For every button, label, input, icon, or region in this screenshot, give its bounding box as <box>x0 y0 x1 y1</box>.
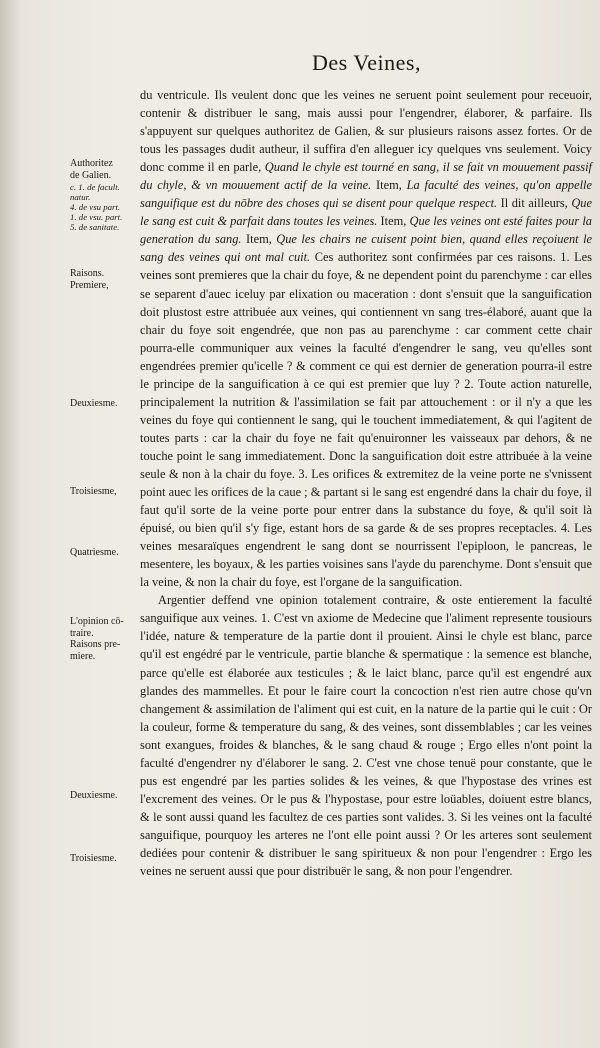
quotation-italic: Que les veines ont esté faites pour la generation du sang. <box>140 214 592 247</box>
margin-note-third: Troisiesme, <box>70 486 117 497</box>
margin-note-authorities: Authoritez de Galien. <box>70 158 113 181</box>
margin-note-references: c. 1. de facult. natur. 4. de vsu part. 1. de vsu. part. 5. de sanitate. <box>70 182 123 232</box>
margin-note-second-b: Deuxiesme. <box>70 790 118 801</box>
margin-note-contrary-opinion: L'opinion cō- traire. Raisons pre- miere. <box>70 616 124 662</box>
paragraph-2: Argentier deffend vne opinion totalement contraire, & oste entierement la faculté sanguifique aux veines. 1. C'est vn axiome de Medecine que l'aliment represente tousiours l'idée, nature & temperature de la partie dont il prouient. Ainsi le chyle est blanc, parce qu'il est engédré par le ventricule, partie blanche & spermatique : la semence est blanche, parce qu'elle est élaborée aux testicules ; & le laict blanc, parce qu'il est engendré aux glandes des mammelles. Et pour le faire court la concoction n'est rien autre chose qu'vn changement & assimilation de l'aliment qui est cuit, en la nature de la partie qui le cuit : Or la couleur, forme & temperature du sang, & des veines, sont dissemblables ; car les veines sont exangues, froides & blanches, & le sang chaud & rouge ; Ergo elles n'ont point la faculté d'engendrer ny d'élaborer le sang. 2. C'est vne chose tenuë pour constante, que le pus est engendré par les parties solides & les veines, & que l'hypostase des vrines est l'excrement des veines. Or le pus & l'hypostase, pour estre loüables, doiuent estre blancs, & le sont aussi quand les facultez de ces parties sont valides. 3. Si les veines ont la faculté sanguifique, pourquoy les arteres ne l'ont elle point aussi ? Or les arteres sont seulement dediées pour contenir & distribuer le sang spiritueux & non pour l'engendrer : Ergo les veines ne seruent aussi que pour distribuër le sang, & non pour l'engendrer. <box>140 593 592 879</box>
quotation-italic: Quand le chyle est tourné en sang, il se fait vn mouuement passif du chyle, & vn mouuement actif de la veine. <box>140 160 592 193</box>
margin-note-reasons-first: Raisons. Premiere, <box>70 268 109 291</box>
margin-note-third-b: Troisiesme. <box>70 853 117 864</box>
quotation-italic: Que les chairs ne cuisent point bien, quand elles reçoiuent le sang des veines qui ont mal cuit. <box>140 232 593 265</box>
text-run: Il dit ailleurs, <box>497 196 572 211</box>
margin-note-second: Deuxiesme. <box>70 398 118 409</box>
running-header: Des Veines, <box>312 50 421 75</box>
text-run: Item, <box>377 214 410 229</box>
text-run: Ces authoritez sont confirmées par ces raisons. 1. Les veines sont premieres que la chair du foye, & ne dependent point du parenchyme : car elles se separent d'auec iceluy par elixation ou maceration : dont s'ensuit que la sanguification doit plustost estre attribuée aux veines, qui contiennent vn sang tres-élaboré, auant que la chair du foye soit engendrée, que non pas au parenchyme : car comment cette chair pourra-elle communiquer aux veines la faculté d'engendrer le sang, veu qu'elles sont engendrées premier qu'icelle ? & comment ce qui est dernier de generation pourra-il estre le principe de la sanguification à ce qui est premier que luy ? 2. Toute action naturelle, principalement la nutrition & l'assimilation se fait par attouchement : or il n'y a que les veines du foye qui contiennent le sang, qui le touchent immediatement, & qui l'agitent de toutes parts : car la chair du foye ne fait qu'enuironner les vaisseaux par dehors, & ne touche point le sang immediatement. Donc la sanguification doit estre attribuée à la veine seule & non à la chair du foye. 3. Les orifices & extremitez de la veine porte ne s'vnissent point auec les orifices de la caue ; & partant si le sang est engendré dans la chair du foye, il faut qu'il sorte de la veine porte pour entrer dans la substance du foye, & qu'il soit là épuisé, ou bien qu'il s'y fige, estant hors de sa garde & de ses propres receptacles. 4. Les veines mesaraïques engendrent le sang dont se nourrissent l'epiploon, le pancreas, le mesentere, les boyaux, & les parties voisines sans l'ayde du parenchyme. Dont s'ensuit que la veine, & non la chair du foye, est l'organe de la sanguification. <box>140 250 592 590</box>
quotation-italic: La faculté des veines, qu'on appelle sanguifique est du nōbre des choses qui se disent pour quelque respect. <box>140 178 592 211</box>
text-run: Item, <box>241 232 277 247</box>
text-run: Item, <box>371 178 407 193</box>
text-run: du ventricule. Ils veulent donc que les veines ne seruent point seulement pour receuoir, contenir & distribuer le sang, mais aussi pour l'engendrer, élaborer, & parfaire. Ils s'appuyent sur quelques authoritez de Galien, & sur plusieurs raisons assez fortes. Or de tous les passages dudit autheur, il suffira d'en alleguer icy quelques vns seulement. Voicy donc comme il en parle, <box>140 88 592 175</box>
main-text-column <box>140 86 592 880</box>
paragraph-1 <box>140 86 592 591</box>
margin-note-fourth: Quatriesme. <box>70 547 119 558</box>
quotation-italic: Que le sang est cuit & parfait dans toutes les veines. <box>140 196 593 229</box>
